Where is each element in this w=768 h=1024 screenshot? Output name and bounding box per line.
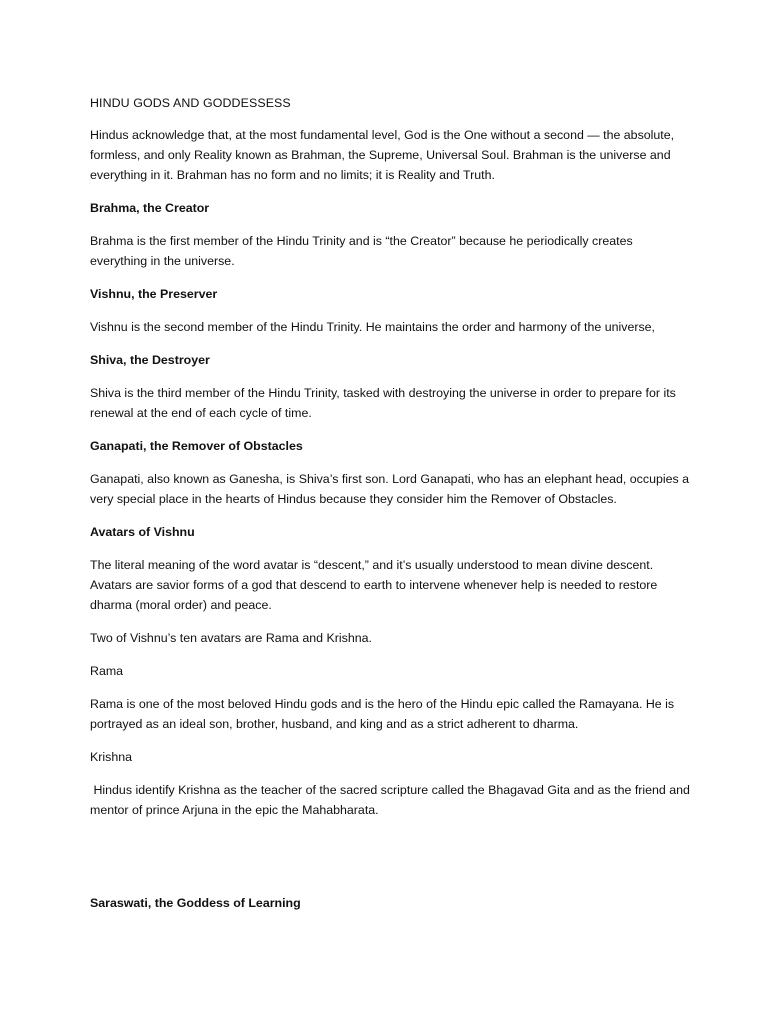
- heading-vishnu: Vishnu, the Preserver: [90, 287, 218, 301]
- paragraph-avatars: The literal meaning of the word avatar is “descent,” and it’s usually understood to mean divine descent. Avatars are savior forms of a god that descend to earth to intervene whenever help is needed to restore dharma (moral order) and peace.: [90, 558, 658, 612]
- paragraph-krishna: Hindus identify Krishna as the teacher of the sacred scripture called the Bhagavad Gita and as the friend and mentor of prince Arjuna in the epic the Mahabharata.: [90, 783, 694, 817]
- paragraph-avatars-note: Two of Vishnu’s ten avatars are Rama and Krishna.: [90, 631, 372, 645]
- heading-ganapati: Ganapati, the Remover of Obstacles: [90, 439, 303, 453]
- heading-krishna: Krishna: [90, 750, 133, 764]
- intro-paragraph: Hindus acknowledge that, at the most fundamental level, God is the One without a second — the absolute, formless, and only Reality known as Brahman, the Supreme, Universal Soul. Brahman is the universe and everything in it. Brahman has no form and no limits; it is Reality and Truth.: [90, 128, 675, 182]
- document-body: [90, 93, 694, 926]
- paragraph-ganapati: Ganapati, also known as Ganesha, is Shiva’s first son. Lord Ganapati, who has an elephant head, occupies a very special place in the hearts of Hindus because they consider him the Remover of Obstacles.: [90, 472, 690, 506]
- heading-saraswati: Saraswati, the Goddess of Learning: [90, 896, 301, 910]
- paragraph-rama: Rama is one of the most beloved Hindu gods and is the hero of the Hindu epic called the Ramayana. He is portrayed as an ideal son, brother, husband, and king and as a strict adherent to dharma.: [90, 697, 675, 731]
- paragraph-vishnu: Vishnu is the second member of the Hindu Trinity. He maintains the order and harmony of the universe,: [90, 320, 655, 334]
- heading-brahma: Brahma, the Creator: [90, 201, 210, 215]
- paragraph-shiva: Shiva is the third member of the Hindu Trinity, tasked with destroying the universe in order to prepare for its renewal at the end of each cycle of time.: [90, 386, 676, 420]
- heading-avatars: Avatars of Vishnu: [90, 525, 195, 539]
- document-title: HINDU GODS AND GODDESSESS: [90, 96, 291, 110]
- blank-space: [90, 833, 690, 893]
- heading-shiva: Shiva, the Destroyer: [90, 353, 210, 367]
- paragraph-brahma: Brahma is the first member of the Hindu Trinity and is “the Creator” because he periodically creates everything in the universe.: [90, 234, 633, 268]
- heading-rama: Rama: [90, 664, 124, 678]
